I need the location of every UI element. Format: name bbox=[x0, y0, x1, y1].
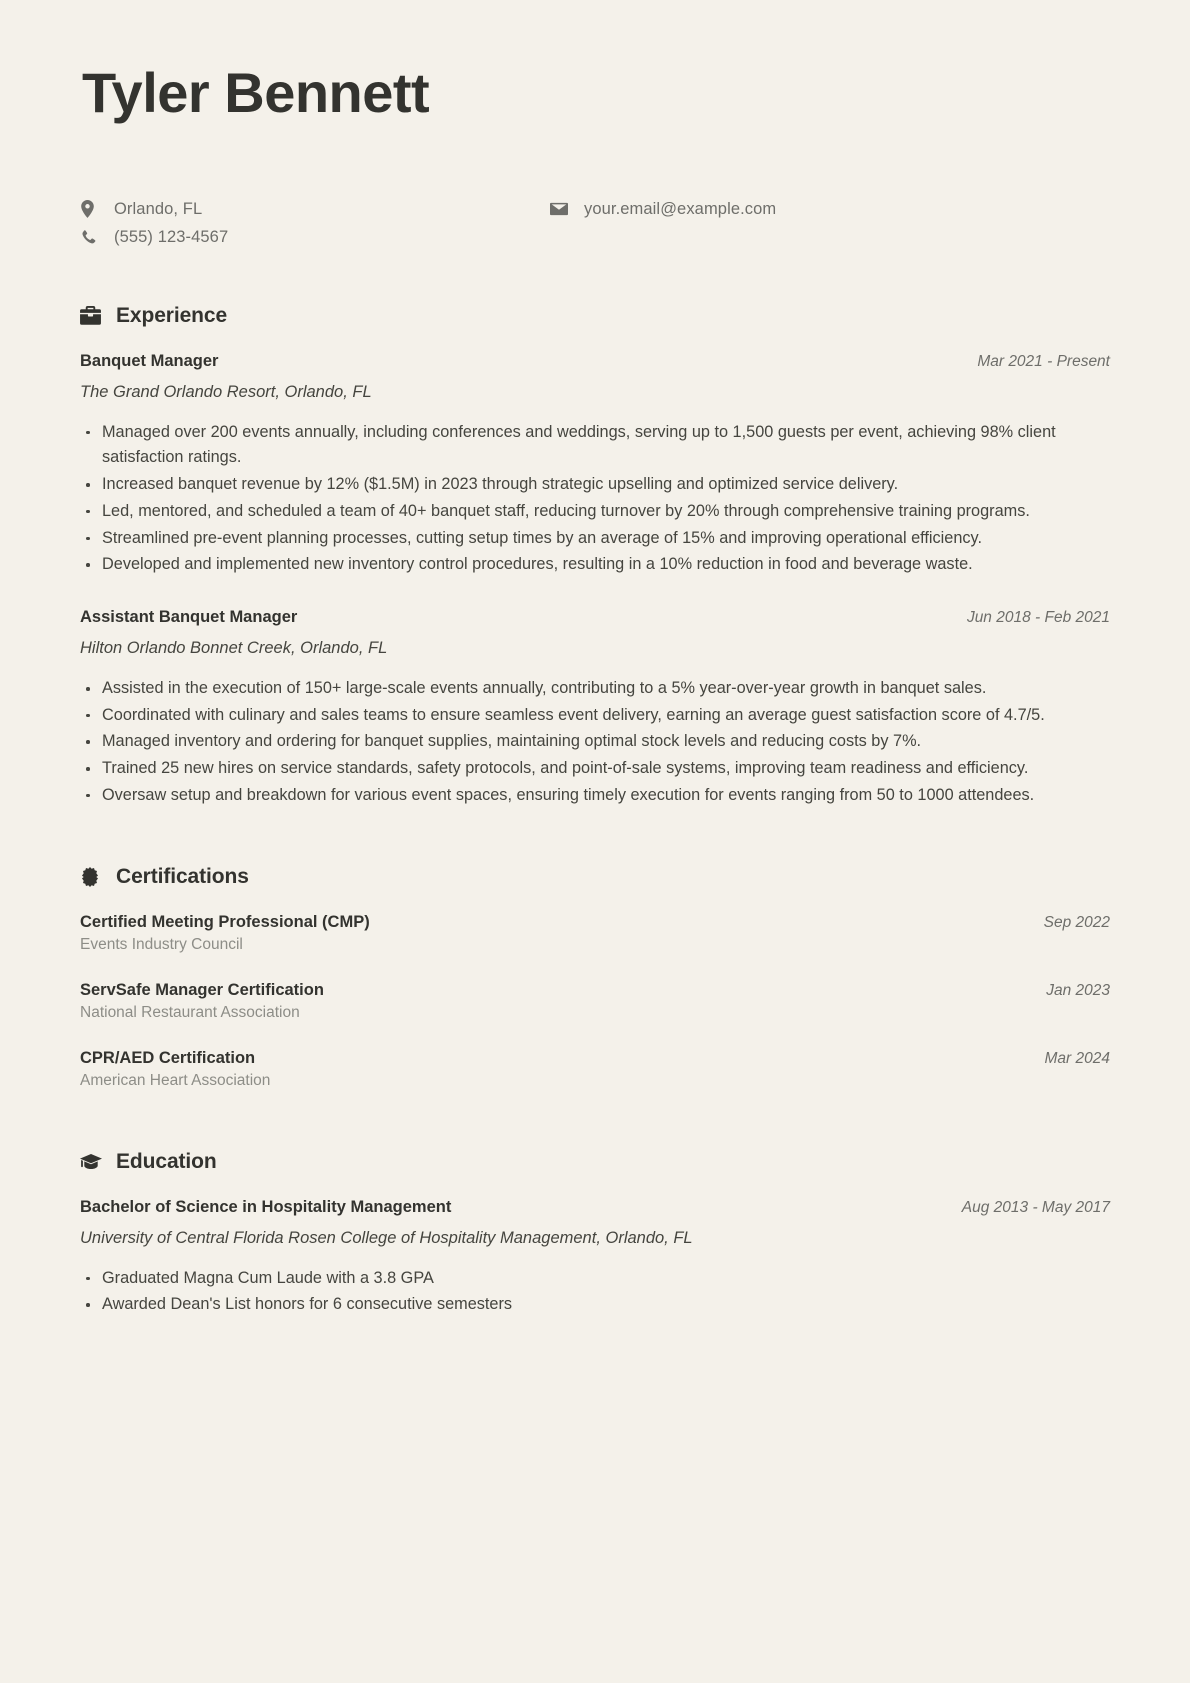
envelope-icon bbox=[550, 202, 576, 216]
phone-icon bbox=[80, 229, 106, 246]
contact-email bbox=[550, 196, 776, 223]
graduation-cap-icon bbox=[80, 1153, 110, 1171]
certification-name: ServSafe Manager Certification bbox=[80, 980, 324, 999]
education-degree: Bachelor of Science in Hospitality Management bbox=[80, 1197, 452, 1216]
list-item: Trained 25 new hires on service standards, safety protocols, and point-of-sale systems, improving team readiness and efficiency. bbox=[80, 756, 1110, 782]
certification-issuer: National Restaurant Association bbox=[80, 1003, 300, 1021]
list-item: Assisted in the execution of 150+ large-scale events annually, contributing to a 5% year-over-year growth in banquet sales. bbox=[80, 676, 1110, 702]
list-item: Graduated Magna Cum Laude with a 3.8 GPA bbox=[80, 1266, 1110, 1292]
list-item: Oversaw setup and breakdown for various event spaces, ensuring timely execution for events ranging from 50 to 1000 attendees. bbox=[80, 783, 1110, 809]
experience-bullets bbox=[80, 676, 1110, 809]
certification-entry bbox=[80, 1049, 1110, 1090]
section-education bbox=[80, 1150, 1110, 1318]
contact-location bbox=[80, 196, 550, 223]
experience-date: Jun 2018 - Feb 2021 bbox=[966, 609, 1110, 626]
contact-phone bbox=[80, 224, 550, 251]
contact-column-left bbox=[80, 196, 550, 252]
experience-company: Hilton Orlando Bonnet Creek, Orlando, FL bbox=[80, 639, 388, 657]
experience-date: Mar 2021 - Present bbox=[977, 352, 1110, 370]
contact-email-text: your.email@example.com bbox=[584, 199, 777, 218]
experience-role: Assistant Banquet Manager bbox=[80, 608, 298, 626]
location-pin-icon bbox=[80, 200, 106, 218]
certification-date: Jan 2023 bbox=[1046, 981, 1110, 999]
certification-entry-header bbox=[80, 913, 1110, 932]
education-school: University of Central Florida Rosen College of Hospitality Management, Orlando, FL bbox=[80, 1228, 693, 1247]
briefcase-icon bbox=[80, 306, 110, 325]
list-item: Managed inventory and ordering for banquet supplies, maintaining optimal stock levels and reducing costs by 7%. bbox=[80, 729, 1110, 755]
certification-date: Sep 2022 bbox=[1043, 913, 1110, 931]
contact-phone-text: (555) 123-4567 bbox=[114, 227, 229, 246]
list-item: Increased banquet revenue by 12% ($1.5M) in 2023 through strategic upselling and optimized service delivery. bbox=[80, 472, 1110, 498]
section-title-education: Education bbox=[116, 1149, 217, 1173]
page-title: Tyler Bennett bbox=[82, 61, 430, 124]
list-item: Developed and implemented new inventory control procedures, resulting in a 10% reduction in food and beverage waste. bbox=[80, 552, 1110, 578]
certification-name: CPR/AED Certification bbox=[80, 1048, 256, 1067]
contact-column-right bbox=[550, 196, 776, 224]
experience-entry bbox=[80, 608, 1110, 809]
certification-entry-header bbox=[80, 981, 1110, 1000]
education-entry-header bbox=[80, 1198, 1110, 1217]
experience-entry-header bbox=[80, 352, 1110, 371]
experience-bullets bbox=[80, 420, 1110, 578]
section-certifications bbox=[80, 865, 1110, 1090]
list-item: Led, mentored, and scheduled a team of 40+ banquet staff, reducing turnover by 20% through comprehensive training programs. bbox=[80, 499, 1110, 525]
education-bullets bbox=[80, 1266, 1110, 1318]
experience-entry bbox=[80, 352, 1110, 578]
section-experience bbox=[80, 304, 1110, 809]
education-entry bbox=[80, 1198, 1110, 1318]
section-title-experience: Experience bbox=[116, 303, 228, 327]
list-item: Streamlined pre-event planning processes, cutting setup times by an average of 15% and improving operational efficiency. bbox=[80, 526, 1110, 552]
list-item: Awarded Dean's List honors for 6 consecutive semesters bbox=[80, 1292, 1110, 1318]
certification-name: Certified Meeting Professional (CMP) bbox=[80, 912, 370, 931]
experience-entry-header bbox=[80, 608, 1110, 627]
section-header-education bbox=[80, 1150, 1110, 1174]
certification-issuer: American Heart Association bbox=[80, 1071, 271, 1089]
experience-role: Banquet Manager bbox=[80, 351, 219, 370]
experience-company: The Grand Orlando Resort, Orlando, FL bbox=[80, 382, 372, 401]
certification-issuer: Events Industry Council bbox=[80, 935, 243, 953]
badge-icon bbox=[80, 867, 110, 887]
contact-location-text: Orlando, FL bbox=[114, 199, 203, 218]
list-item: Managed over 200 events annually, including conferences and weddings, serving up to 1,500 guests per event, achieving 98% client satisfaction ratings. bbox=[80, 420, 1110, 471]
certification-entry bbox=[80, 913, 1110, 954]
certification-date: Mar 2024 bbox=[1044, 1049, 1110, 1067]
section-header-certifications bbox=[80, 865, 1110, 889]
education-date: Aug 2013 - May 2017 bbox=[961, 1198, 1110, 1216]
certification-entry bbox=[80, 981, 1110, 1022]
section-header-experience bbox=[80, 304, 1110, 328]
list-item: Coordinated with culinary and sales teams to ensure seamless event delivery, earning an average guest satisfaction score of 4.7/5. bbox=[80, 703, 1110, 729]
section-title-certifications: Certifications bbox=[116, 864, 249, 888]
contact-info bbox=[80, 196, 1110, 252]
certification-entry-header bbox=[80, 1049, 1110, 1068]
